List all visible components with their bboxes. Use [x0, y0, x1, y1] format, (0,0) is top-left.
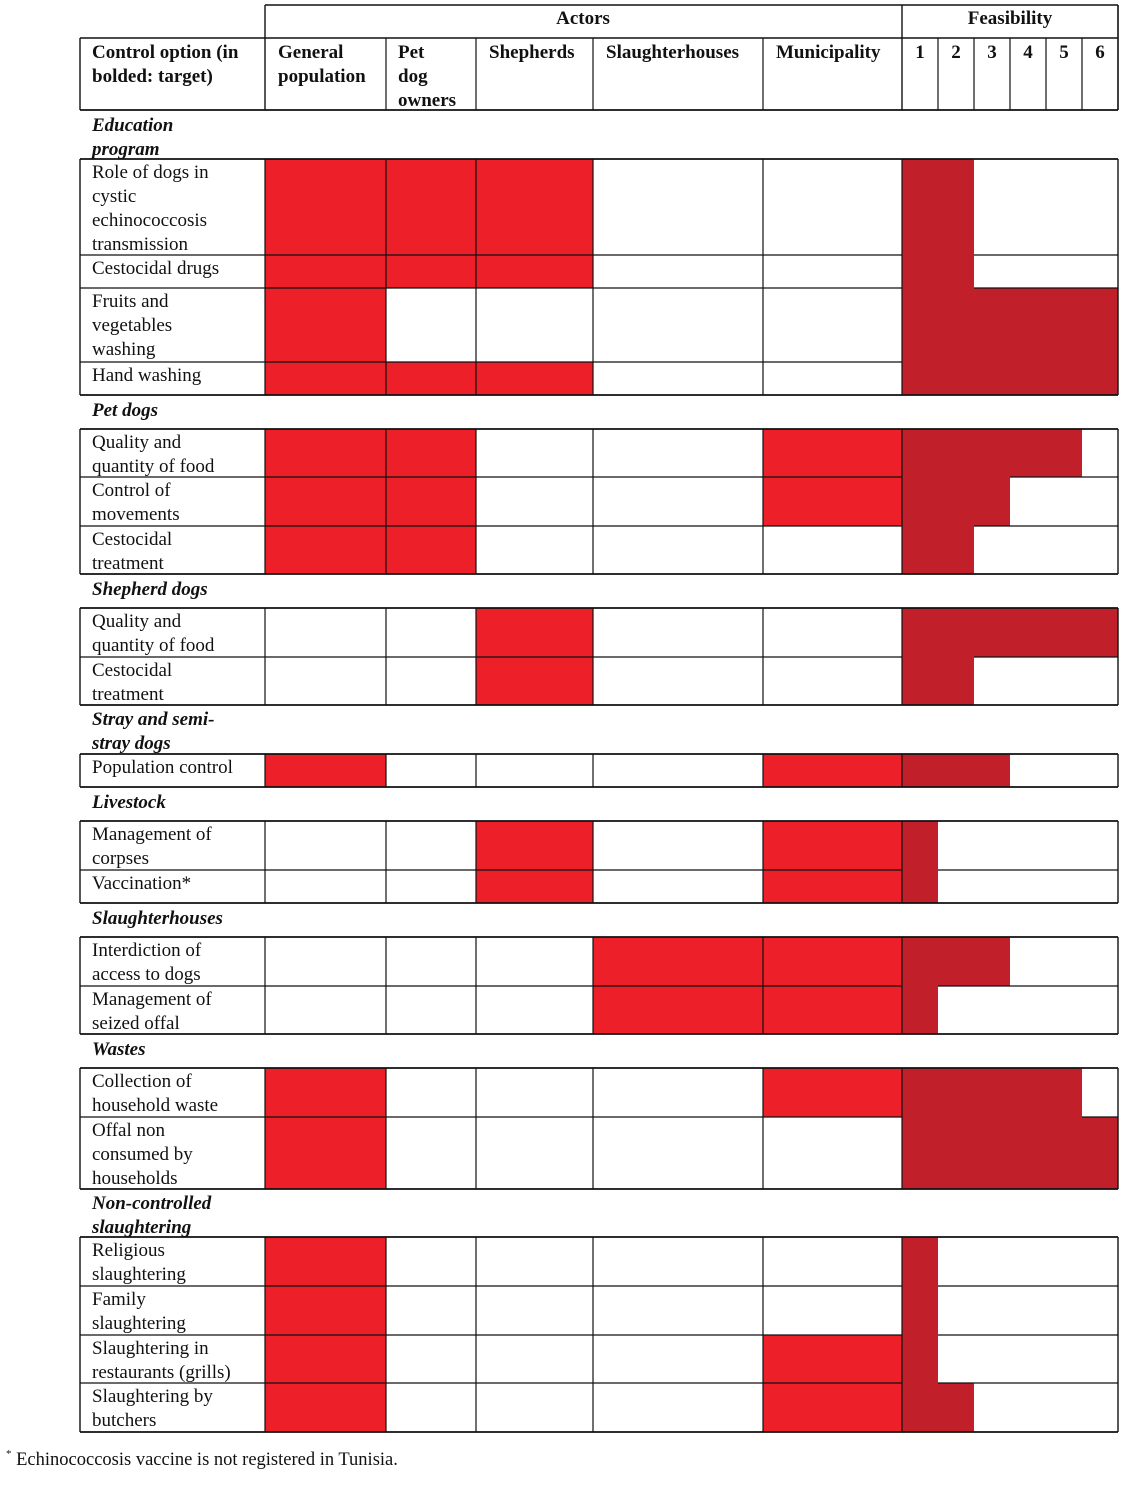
actor-cell-filled	[763, 870, 902, 903]
actor-cell-filled	[476, 255, 593, 288]
actor-cell-filled	[265, 429, 386, 477]
section-title: Slaughterhouses	[92, 908, 223, 929]
actor-cell-filled	[763, 1335, 902, 1383]
row-label: Slaughtering in restaurants (grills)	[92, 1338, 231, 1383]
actors-group-header: Actors	[556, 8, 610, 29]
actor-cell-filled	[265, 362, 386, 395]
actor-cell-filled	[593, 986, 763, 1034]
row-label: Offal non consumed by households	[92, 1120, 193, 1189]
actor-cell-filled	[265, 754, 386, 787]
actor-cell-filled	[763, 986, 902, 1034]
feasibility-bar	[902, 1383, 974, 1432]
feasibility-bar	[902, 608, 1118, 657]
feasibility-bar	[902, 1117, 1118, 1189]
actor-cell-filled	[265, 1237, 386, 1286]
actor-cell-filled	[476, 159, 593, 255]
feasibility-bar	[902, 1335, 938, 1383]
actor-cell-filled	[476, 608, 593, 657]
feasibility-bar	[902, 1068, 1082, 1117]
actor-cell-filled	[593, 937, 763, 986]
actor-header: Slaughterhouses	[606, 42, 740, 63]
footnote-marker: *	[6, 1448, 12, 1460]
actor-cell-filled	[763, 1383, 902, 1432]
feasibility-level-header: 4	[1023, 42, 1033, 63]
row-label: Family slaughtering	[92, 1289, 186, 1334]
actor-cell-filled	[265, 1286, 386, 1335]
feasibility-bar	[902, 986, 938, 1034]
row-label: Vaccination*	[92, 873, 192, 894]
feasibility-bar	[902, 937, 1010, 986]
footnote	[6, 1450, 398, 1471]
feasibility-bar	[902, 362, 1118, 395]
row-label: Cestocidal treatment	[92, 660, 173, 705]
footnote-text: Echinococcosis vaccine is not registered in Tunisia.	[11, 1450, 398, 1470]
actor-cell-filled	[386, 429, 476, 477]
actor-cell-filled	[763, 477, 902, 526]
feasibility-bar	[902, 255, 974, 288]
actor-cell-filled	[763, 754, 902, 787]
actor-cell-filled	[476, 821, 593, 870]
feasibility-group-header: Feasibility	[967, 8, 1053, 29]
section-title: Livestock	[92, 792, 166, 813]
actor-cell-filled	[386, 255, 476, 288]
actor-cell-filled	[763, 821, 902, 870]
actor-header: Pet dog owners	[398, 42, 457, 111]
feasibility-level-header: 1	[915, 42, 925, 63]
actor-cell-filled	[386, 526, 476, 574]
actor-cell-filled	[386, 477, 476, 526]
feasibility-level-header: 3	[987, 42, 997, 63]
row-label: Management of corpses	[92, 824, 212, 869]
actor-cell-filled	[265, 1335, 386, 1383]
actor-cell-filled	[265, 288, 386, 362]
feasibility-bar	[902, 159, 974, 255]
actor-header: General population	[278, 42, 366, 87]
actor-cell-filled	[476, 362, 593, 395]
feasibility-bar	[902, 477, 1010, 526]
actor-cell-filled	[386, 362, 476, 395]
actor-header: Municipality	[776, 42, 881, 63]
feasibility-bar	[902, 429, 1082, 477]
row-label: Interdiction of access to dogs	[92, 940, 202, 985]
feasibility-bar	[902, 754, 1010, 787]
section-title: Shepherd dogs	[92, 579, 208, 600]
feasibility-bar	[902, 1286, 938, 1335]
control-option-header: Control option (in bolded: target)	[92, 42, 239, 87]
actor-cell-filled	[265, 1068, 386, 1117]
feasibility-level-header: 5	[1059, 42, 1069, 63]
section-title: Education program	[92, 115, 174, 160]
feasibility-level-header: 6	[1095, 42, 1105, 63]
actor-cell-filled	[476, 657, 593, 705]
feasibility-bar	[902, 288, 1118, 362]
actor-cell-filled	[265, 159, 386, 255]
row-label: Religious slaughtering	[92, 1240, 186, 1285]
section-title: Non-controlled slaughtering	[92, 1193, 212, 1238]
row-label: Management of seized offal	[92, 989, 212, 1034]
section-title: Wastes	[92, 1039, 146, 1060]
row-label: Cestocidal treatment	[92, 529, 173, 574]
row-label: Control of movements	[92, 480, 180, 525]
row-label: Hand washing	[92, 365, 202, 386]
feasibility-bar	[902, 1237, 938, 1286]
section-title: Pet dogs	[92, 400, 158, 421]
actor-cell-filled	[763, 1068, 902, 1117]
actor-cell-filled	[386, 159, 476, 255]
section-title: Stray and semi-stray dogs	[92, 709, 215, 754]
actor-cell-filled	[763, 937, 902, 986]
row-label: Slaughtering by butchers	[92, 1386, 213, 1431]
row-label: Cestocidal drugs	[92, 258, 220, 279]
actor-cell-filled	[265, 1117, 386, 1189]
row-label: Quality and quantity of food	[92, 432, 215, 477]
feasibility-bar	[902, 657, 974, 705]
actor-header: Shepherds	[489, 42, 575, 63]
feasibility-bar	[902, 526, 974, 574]
row-label: Role of dogs in cystic echinococcosis transmission	[92, 162, 209, 255]
actor-cell-filled	[763, 429, 902, 477]
actor-cell-filled	[265, 526, 386, 574]
feasibility-level-header: 2	[951, 42, 961, 63]
actor-cell-filled	[265, 255, 386, 288]
actor-cell-filled	[265, 1383, 386, 1432]
actor-cell-filled	[265, 477, 386, 526]
feasibility-bar	[902, 870, 938, 903]
actor-cell-filled	[476, 870, 593, 903]
row-label: Fruits and vegetables washing	[92, 291, 173, 360]
row-label: Quality and quantity of food	[92, 611, 215, 656]
feasibility-bar	[902, 821, 938, 870]
row-label: Collection of household waste	[92, 1071, 219, 1116]
row-label: Population control	[92, 757, 233, 778]
